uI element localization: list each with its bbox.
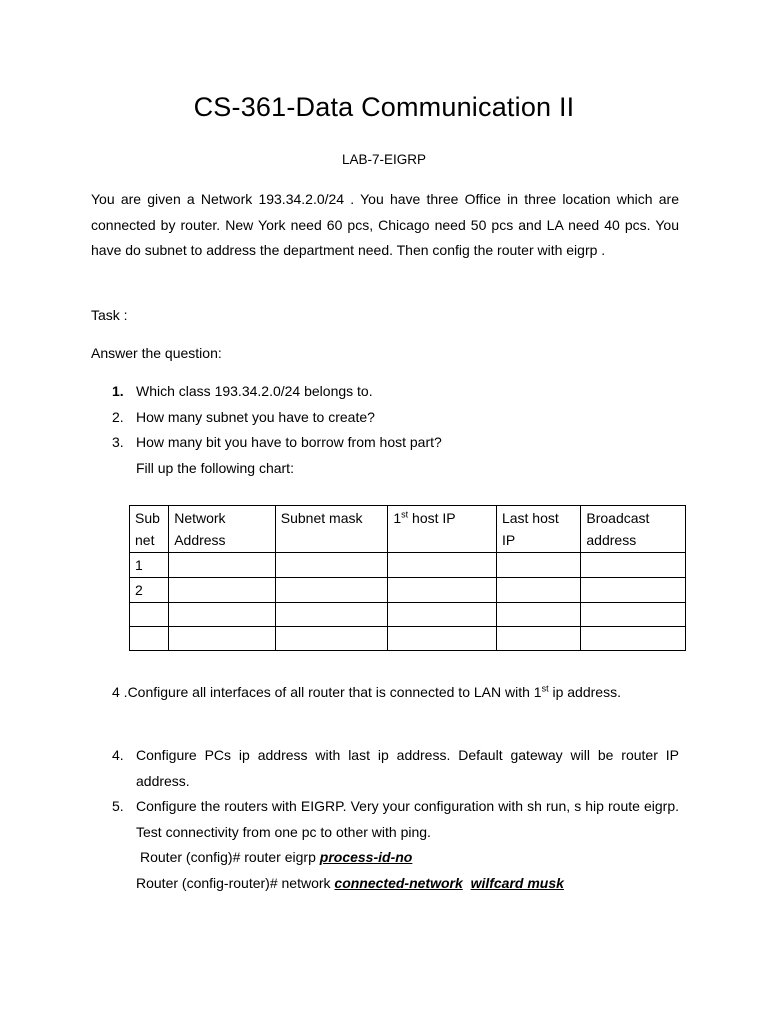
question-number: 2. xyxy=(112,408,124,425)
header-broadcast-address: Broadcast address xyxy=(581,506,686,553)
header-first-host-ip: 1st host IP xyxy=(388,506,497,553)
table-cell[interactable] xyxy=(130,627,169,651)
table-cell[interactable] xyxy=(581,578,686,603)
table-cell[interactable] xyxy=(388,553,497,578)
table-cell[interactable] xyxy=(581,553,686,578)
question-text: Which class 193.34.2.0/24 belongs to. xyxy=(136,383,373,399)
fill-up-instruction: Fill up the following chart: xyxy=(136,459,294,476)
table-cell[interactable] xyxy=(388,578,497,603)
question-item xyxy=(112,430,682,481)
table-cell[interactable] xyxy=(388,627,497,651)
command-arg-wildcard-mask: wilfcard musk xyxy=(470,874,564,891)
configure-interfaces-step: 4 .Configure all interfaces of all router that is connected to LAN with 1st ip address. xyxy=(112,683,621,700)
command-arg-connected-network: connected-network xyxy=(334,874,463,891)
table-cell[interactable] xyxy=(169,578,276,603)
table-cell[interactable] xyxy=(275,578,388,603)
table-cell[interactable] xyxy=(496,603,580,627)
question-number: 1. xyxy=(112,383,124,399)
answer-label: Answer the question: xyxy=(91,345,222,361)
table-cell[interactable] xyxy=(496,553,580,578)
question-text: How many bit you have to borrow from host part? xyxy=(136,434,442,450)
table-row xyxy=(130,627,686,651)
header-subnet-mask: Subnet mask xyxy=(275,506,388,553)
question-text: How many subnet you have to create? xyxy=(136,408,375,425)
question-number: 3. xyxy=(112,434,124,450)
question-item xyxy=(112,405,682,431)
question-item xyxy=(112,379,682,405)
question-list xyxy=(91,379,682,481)
page-title: CS-361-Data Communication II xyxy=(193,92,575,122)
table-cell[interactable]: 1 xyxy=(130,553,169,578)
table-row xyxy=(130,553,686,578)
table-cell[interactable]: 2 xyxy=(130,578,169,603)
table-cell[interactable] xyxy=(581,627,686,651)
table-row xyxy=(130,578,686,603)
table-cell[interactable] xyxy=(169,553,276,578)
header-last-host-ip: Last host IP xyxy=(496,506,580,553)
table-cell[interactable] xyxy=(275,553,388,578)
header-subnet: Sub net xyxy=(130,506,169,553)
table-cell[interactable] xyxy=(275,627,388,651)
table-row xyxy=(130,603,686,627)
table-cell[interactable] xyxy=(388,603,497,627)
step-item xyxy=(112,743,679,794)
table-cell[interactable] xyxy=(169,603,276,627)
lab-subtitle: LAB-7-EIGRP xyxy=(341,152,427,167)
steps-list xyxy=(112,743,679,896)
table-cell[interactable] xyxy=(130,603,169,627)
command-network: Router (config-router)# network connected-network wilfcard musk xyxy=(136,874,564,891)
command-arg-process-id: process-id-no xyxy=(319,849,413,865)
table-cell[interactable] xyxy=(275,603,388,627)
table-cell[interactable] xyxy=(581,603,686,627)
intro-paragraph: You are given a Network 193.34.2.0/24 . You have three Office in three location which are connected by router. New York need 60 pcs, Chicago need 50 pcs and LA need 40 pcs. You have do subnet to address the department need. Then config the router with eigrp . xyxy=(91,191,679,258)
table-cell[interactable] xyxy=(496,578,580,603)
command-router-eigrp: Router (config)# router eigrp process-id-no xyxy=(140,849,413,865)
subnet-chart-table xyxy=(129,505,686,651)
step-number: 4. xyxy=(112,747,124,763)
step-number: 5. xyxy=(112,798,124,814)
task-label: Task : xyxy=(91,307,128,323)
step-text: Configure the routers with EIGRP. Very your configuration with sh run, s hip route eigrp. Test connectivity from one pc to other with ping. xyxy=(136,798,679,840)
table-cell[interactable] xyxy=(169,627,276,651)
header-network-address: Network Address xyxy=(169,506,276,553)
step-text: Configure PCs ip address with last ip address. Default gateway will be router IP address. xyxy=(136,747,679,789)
table-header-row xyxy=(130,506,686,553)
table-cell[interactable] xyxy=(496,627,580,651)
step-item xyxy=(112,794,679,896)
